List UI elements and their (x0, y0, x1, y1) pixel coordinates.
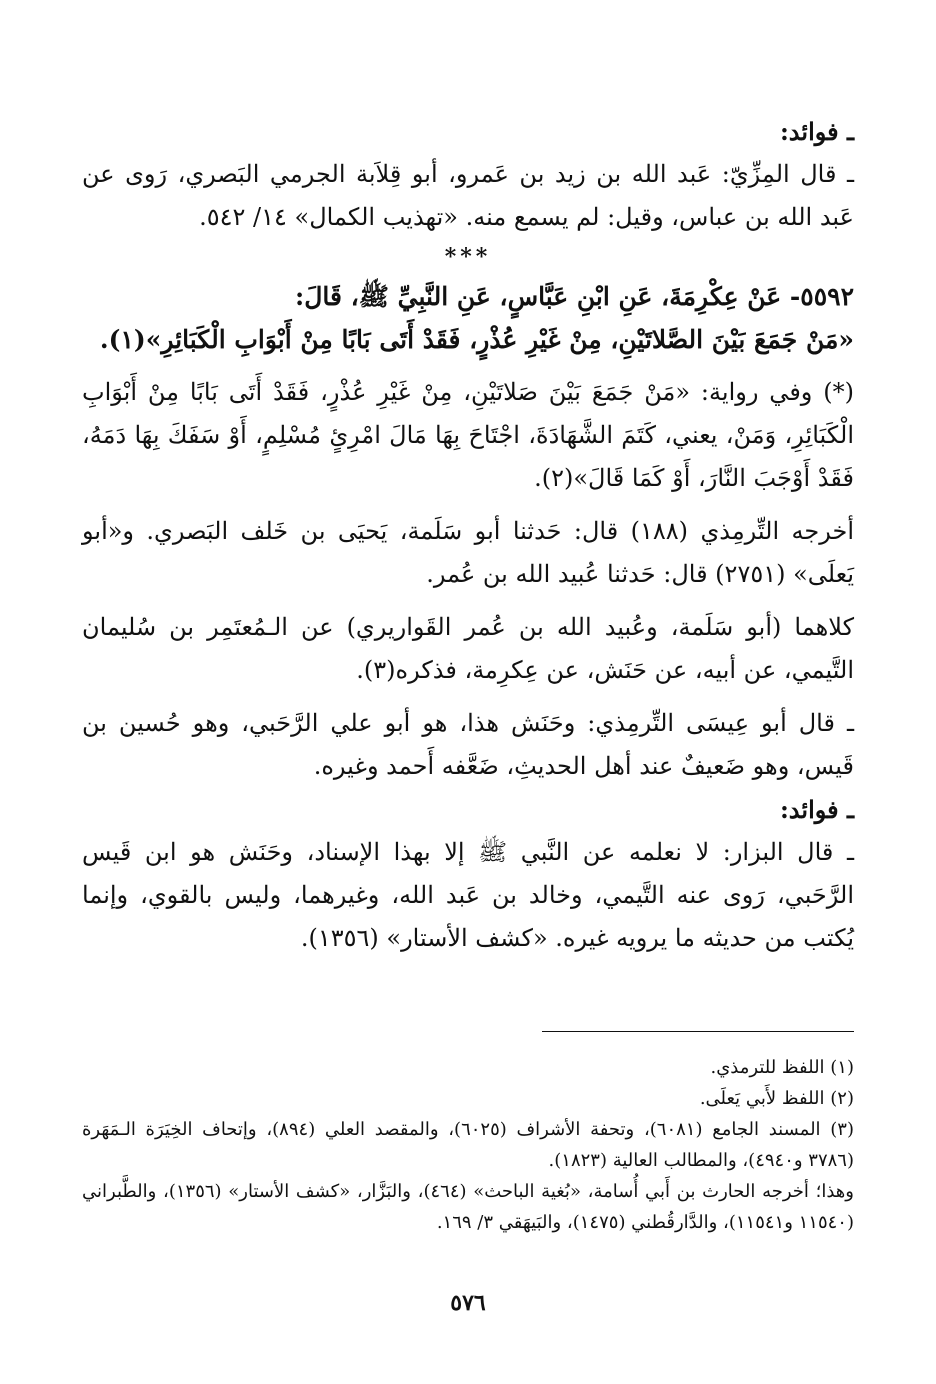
takhrij-paragraph: أخرجه التِّرمِذي (١٨٨) قال: حَدثنا أبو سَلَمة، يَحيَى بن خَلف البَصري. و«أبو يَعلَى» (٢٧٥١) قال: حَدثنا عُبيد الله بن عُمر. (82, 517, 854, 588)
footnotes (82, 1052, 854, 1238)
book-page (82, 0, 854, 1384)
footnote-3-continued: وهذا؛ أخرجه الحارث بن أَبي أُسامة، «بُغية الباحث» (٤٦٤)، والبَزَّار، «كشف الأستار» (١٣٥٦)، والطَّبراني (١١٥٤٠ و١١٥٤١)، والدَّارقُطني (١٤٧٥)، والبَيهَقي ٣/ ١٦٩. (82, 1181, 854, 1233)
hadith-header: ٥٥٩٢- عَنْ عِكْرِمَةَ، عَنِ ابْنِ عَبَّاسٍ، عَنِ النَّبِيِّ ﷺ، قَالَ: (295, 282, 854, 311)
variant-narration: (*) وفي رواية: «مَنْ جَمَعَ بَيْنَ صَلاتَيْنِ، مِنْ غَيْرِ عُذْرٍ، فَقَدْ أَتَى بَابًا مِنْ أَبْوَابِ الْكَبَائِرِ، وَمَنْ، يعني، كَتَمَ الشَّهَادَةَ، اجْتَاحَ بِهَا مَالَ امْرِئٍ مُسْلِمٍ، أَوْ سَفَكَ بِهَا دَمَهُ، فَقَدْ أَوْجَبَ النَّارَ، أَوْ كَمَا قَالَ»(٢). (82, 378, 854, 492)
bazzar-note: ـ قال البزار: لا نعلمه عن النَّبي ﷺ إلا بهذا الإسناد، وحَنَش هو ابن قَيس الرَّحَبي، رَوى عنه التَّيمي، وخالد بن عَبد الله، وغيرهما، وليس بالقوي، وإنما يُكتب من حديثه ما يرويه غيره. «كشف الأستار» (١٣٥٦). (82, 838, 854, 952)
footnote-1: (١) اللفظ للترمذي. (710, 1057, 854, 1078)
fawaid-heading: ـ فوائد: (779, 117, 854, 146)
fawaid-heading-2: ـ فوائد: (779, 795, 854, 824)
footnote-2: (٢) اللفظ لأَبي يَعلَى. (699, 1088, 854, 1109)
main-text (82, 110, 854, 960)
mizzi-note: ـ قال المِزِّيّ: عَبد الله بن زيد بن عَمرو، أبو قِلاَبة الجرمي البَصري، رَوى عن عَبد الله بن عباس، وقيل: لم يسمع منه. «تهذيب الكمال» ١٤/ ٥٤٢. (82, 160, 854, 231)
footnote-divider (542, 1031, 854, 1032)
chain-paragraph: كلاهما (أبو سَلَمة، وعُبيد الله بن عُمر القَواريري) عن الـمُعتَمِر بن سُليمان التَّيمي، عن أبيه، عن حَنَش، عن عِكرِمة، فذكره(٣). (82, 613, 854, 684)
page-number: ٥٧٦ (450, 1290, 486, 1316)
hadith-text: «مَنْ جَمَعَ بَيْنَ الصَّلاتَيْنِ، مِنْ غَيْرِ عُذْرٍ، فَقَدْ أَتَى بَابًا مِنْ أَبْوَابِ الْكَبَائِرِ»(١). (99, 325, 854, 354)
section-separator: *** (444, 244, 492, 270)
tirmidhi-note: ـ قال أبو عِيسَى التِّرمِذي: وحَنَش هذا، هو أبو علي الرَّحَبي، وهو حُسين بن قَيس، وهو ضَعيفٌ عند أهل الحديثِ، ضَعَّفه أَحمد وغيره. (82, 709, 854, 780)
footnote-3: (٣) المسند الجامع (٦٠٨١)، وتحفة الأشراف (٦٠٢٥)، والمقصد العلي (٨٩٤)، وإتحاف الخِيَرَة الـمَهَرة (٣٧٨٦ و٤٩٤٠)، والمطالب العالية (١٨٢٣). (82, 1119, 854, 1171)
